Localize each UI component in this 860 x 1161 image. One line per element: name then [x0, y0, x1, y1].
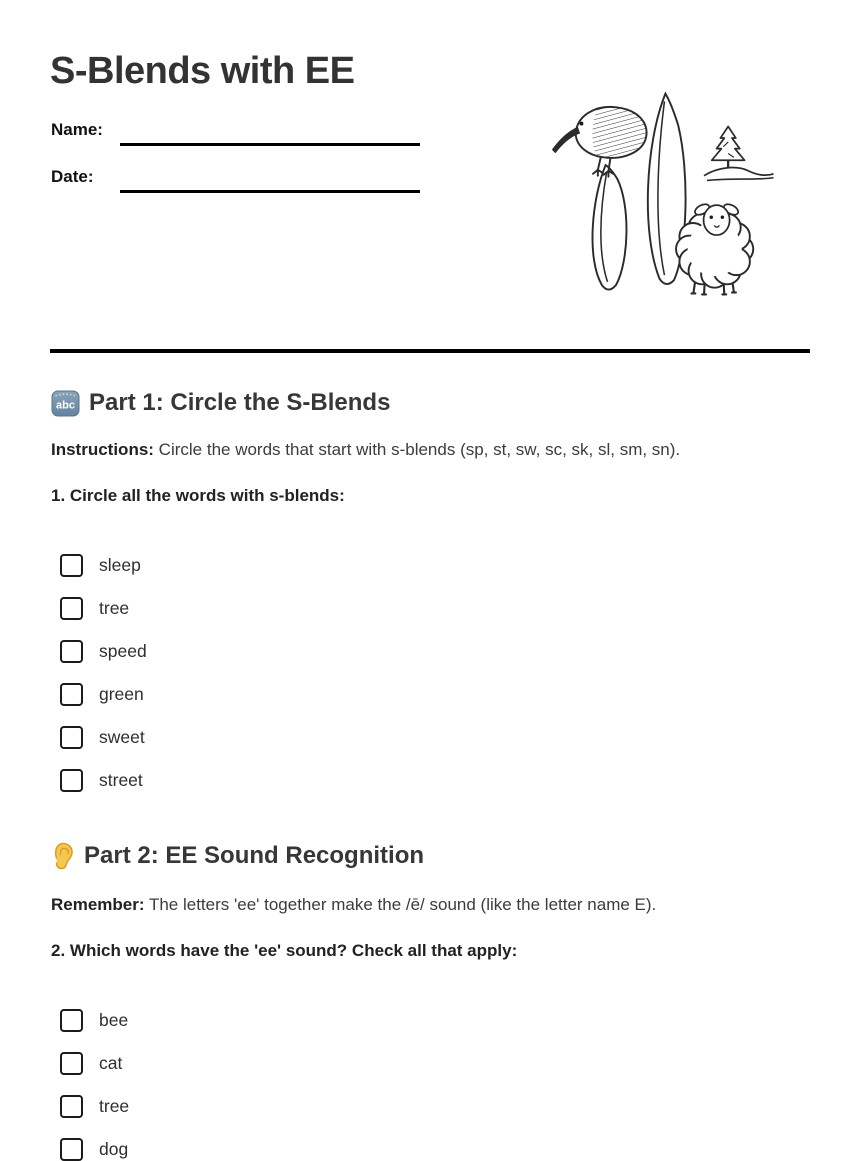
- checkbox-word-label: speed: [99, 640, 147, 661]
- part1-word-checklist: [60, 553, 147, 792]
- date-write-line[interactable]: [120, 190, 420, 193]
- checklist-item: [60, 1051, 129, 1075]
- part1-heading-text: Part 1: Circle the S-Blends: [89, 389, 391, 416]
- checkbox[interactable]: [60, 1009, 83, 1032]
- abc-letters-icon: [51, 390, 80, 417]
- instructions-text: Circle the words that start with s-blends (sp, st, sw, sc, sk, sl, sm, sn).: [153, 440, 681, 459]
- checkbox[interactable]: [60, 640, 83, 663]
- checkbox[interactable]: [60, 769, 83, 792]
- remember-label: Remember:: [51, 895, 145, 914]
- checklist-item: [60, 553, 147, 577]
- checklist-item: [60, 682, 147, 706]
- checkbox-word-label: dog: [99, 1138, 129, 1159]
- checkbox-word-label: cat: [99, 1052, 123, 1073]
- kiwi-bird-illustration: [552, 107, 646, 177]
- date-field-label: Date:: [51, 167, 94, 186]
- checklist-item: [60, 596, 147, 620]
- page-title: S-Blends with EE: [50, 50, 355, 92]
- part2-heading-text: Part 2: EE Sound Recognition: [84, 842, 425, 869]
- checklist-item: [60, 1137, 129, 1161]
- checkbox[interactable]: [60, 554, 83, 577]
- checklist-item: [60, 1094, 129, 1118]
- checkbox-word-label: green: [99, 683, 144, 704]
- name-write-line[interactable]: [120, 143, 420, 146]
- worksheet-illustration: [538, 84, 816, 306]
- part2-word-checklist: [60, 1008, 129, 1161]
- name-field-label: Name:: [51, 120, 103, 139]
- checkbox-word-label: bee: [99, 1009, 129, 1030]
- part2-heading: [51, 841, 424, 871]
- pine-tree-illustration: [704, 126, 773, 180]
- svg-text:abc: abc: [56, 399, 75, 411]
- checklist-item: [60, 768, 147, 792]
- part1-heading: [51, 388, 390, 418]
- part1-instructions: [51, 440, 680, 460]
- checkbox[interactable]: [60, 683, 83, 706]
- part2-remember: [51, 895, 656, 915]
- checkbox-word-label: sweet: [99, 726, 145, 747]
- checkbox-word-label: tree: [99, 1095, 130, 1116]
- checklist-item: [60, 639, 147, 663]
- sheep-illustration: [676, 202, 753, 294]
- question-2: 2. Which words have the 'ee' sound? Check all that apply:: [51, 941, 518, 960]
- question-1: 1. Circle all the words with s-blends:: [51, 486, 345, 505]
- checkbox[interactable]: [60, 726, 83, 749]
- ear-icon: [51, 841, 75, 871]
- checkbox-word-label: street: [99, 769, 143, 790]
- checkbox-word-label: sleep: [99, 554, 141, 575]
- checkbox[interactable]: [60, 1095, 83, 1118]
- remember-text: The letters 'ee' together make the /ē/ sound (like the letter name E).: [144, 895, 657, 914]
- instructions-label: Instructions:: [51, 440, 154, 459]
- checkbox[interactable]: [60, 1052, 83, 1075]
- checkbox-word-label: tree: [99, 597, 130, 618]
- checklist-item: [60, 725, 147, 749]
- section-divider: [50, 349, 810, 353]
- leaf-left-illustration: [592, 165, 626, 290]
- checklist-item: [60, 1008, 129, 1032]
- checkbox[interactable]: [60, 1138, 83, 1161]
- checkbox[interactable]: [60, 597, 83, 620]
